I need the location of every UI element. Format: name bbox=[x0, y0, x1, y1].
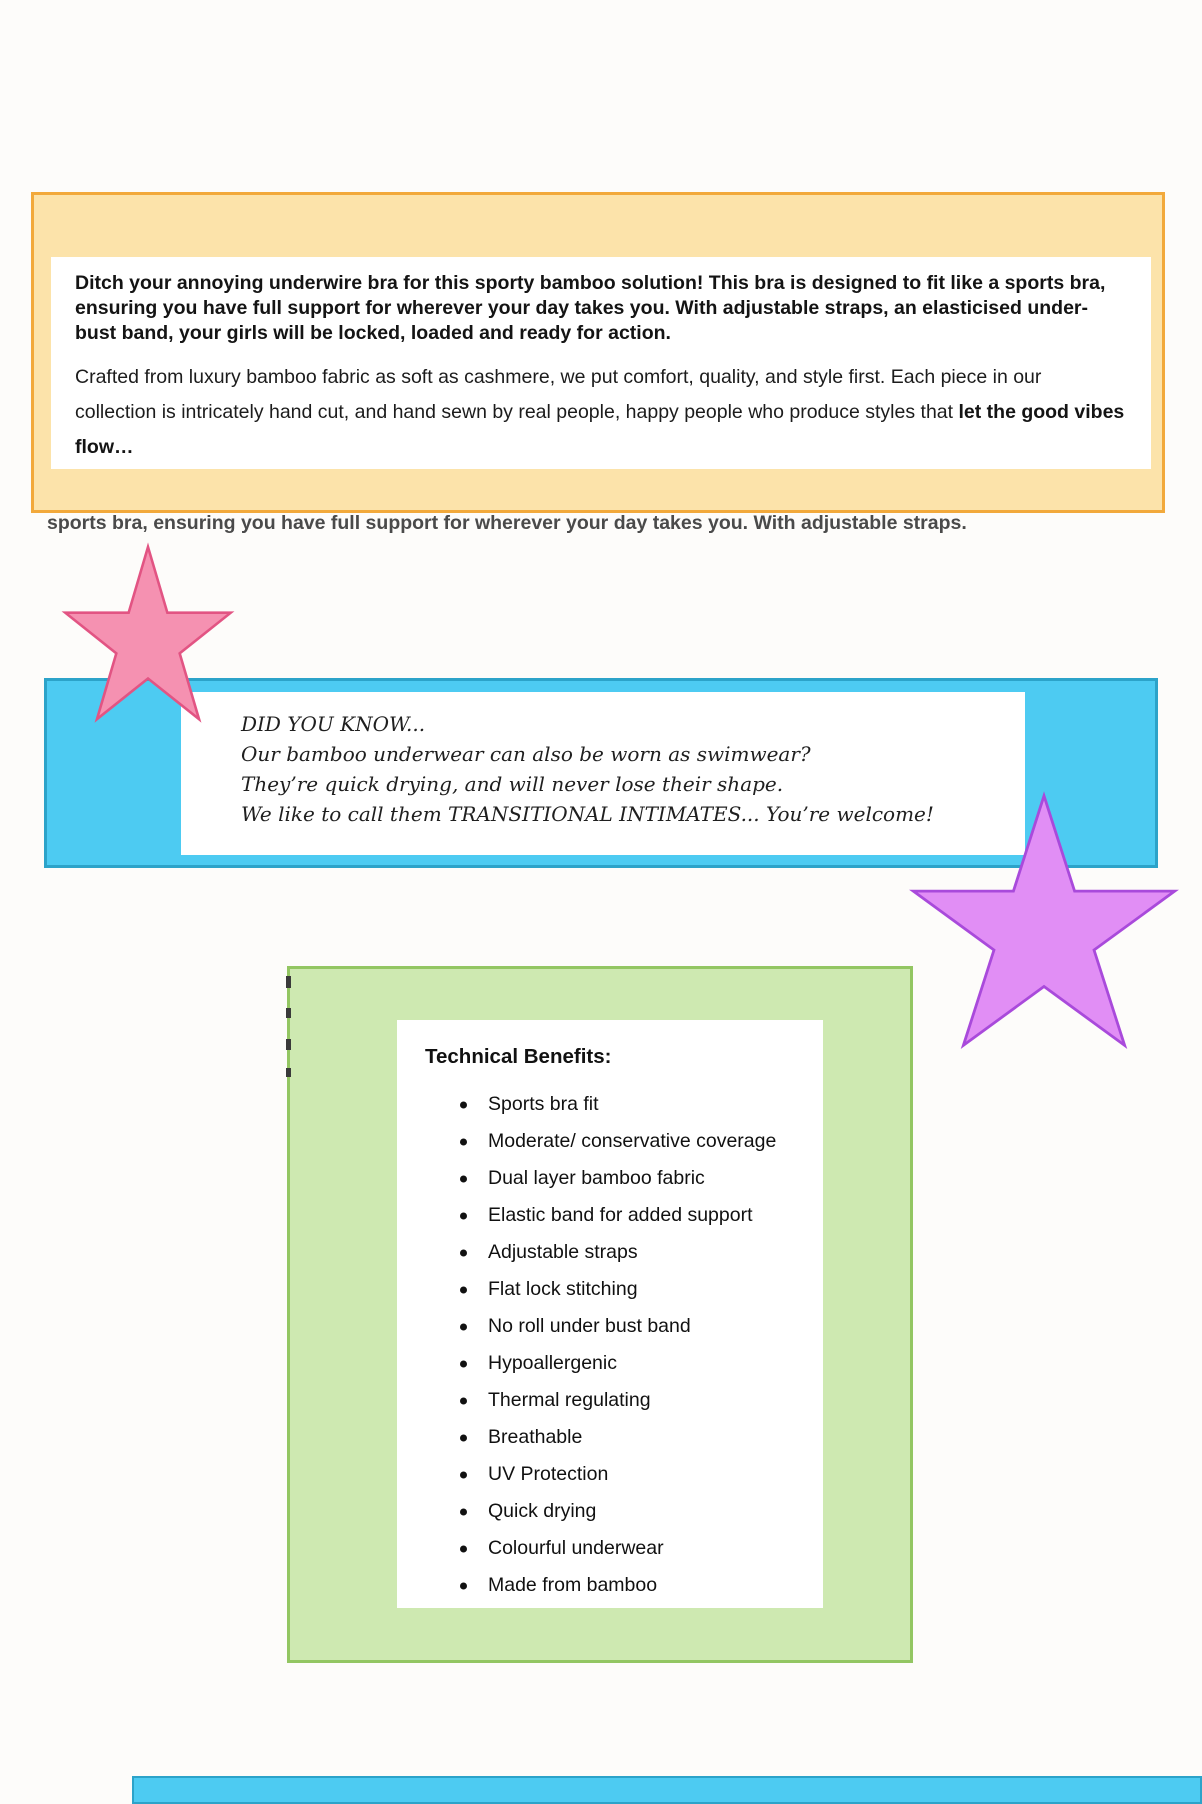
bottom-cyan-bar bbox=[132, 1776, 1202, 1804]
clipped-text-fragment bbox=[286, 1039, 291, 1050]
technical-benefits-panel bbox=[397, 1020, 823, 1608]
did-you-know-panel bbox=[181, 692, 1025, 855]
dyk-line-3: They’re quick drying, and will never lose their shape. bbox=[241, 772, 784, 796]
benefit-item: Moderate/ conservative coverage bbox=[460, 1123, 813, 1160]
dyk-line-2: Our bamboo underwear can also be worn as swimwear? bbox=[241, 742, 811, 766]
benefit-item: UV Protection bbox=[460, 1456, 813, 1493]
benefit-item: Thermal regulating bbox=[460, 1382, 813, 1419]
pink-star-shape bbox=[65, 547, 230, 719]
benefit-item: Breathable bbox=[460, 1419, 813, 1456]
dyk-line-1: DID YOU KNOW... bbox=[241, 712, 426, 736]
clipped-text-fragment bbox=[286, 1008, 291, 1018]
benefit-item: Quick drying bbox=[460, 1493, 813, 1530]
benefit-item: Hypoallergenic bbox=[460, 1345, 813, 1382]
clipped-text-content: sports bra, ensuring you have full support for wherever your day takes you. With adjustable straps. bbox=[47, 512, 967, 534]
benefit-item: Flat lock stitching bbox=[460, 1271, 813, 1308]
purple-star-shape bbox=[913, 796, 1174, 1046]
clipped-text-line bbox=[47, 512, 1149, 534]
intro-text-panel bbox=[51, 257, 1151, 469]
clipped-text-fragment bbox=[286, 976, 291, 988]
benefit-item: Adjustable straps bbox=[460, 1234, 813, 1271]
intro-highlight-box bbox=[31, 192, 1165, 513]
benefit-item: No roll under bust band bbox=[460, 1308, 813, 1345]
technical-benefits-box bbox=[287, 966, 913, 1663]
intro-body-regular: Crafted from luxury bamboo fabric as soft as cashmere, we put comfort, quality, and style first. Each piece in our collection is intricately hand cut, and hand sewn by real people, happy people who produce styles that bbox=[75, 366, 1042, 423]
intro-body-bold-tail: let the good vibes flow… bbox=[75, 401, 1125, 458]
technical-benefits-list bbox=[425, 1086, 813, 1604]
technical-benefits-heading: Technical Benefits: bbox=[425, 1045, 612, 1068]
benefit-item: Elastic band for added support bbox=[460, 1197, 813, 1234]
dyk-line-4: We like to call them TRANSITIONAL INTIMATES... You’re welcome! bbox=[241, 802, 934, 826]
pink-star-icon bbox=[60, 545, 236, 723]
benefit-item: Made from bamboo bbox=[460, 1567, 813, 1604]
purple-star-icon bbox=[905, 793, 1183, 1051]
benefit-item: Colourful underwear bbox=[460, 1530, 813, 1567]
clipped-text-fragment bbox=[286, 1068, 291, 1077]
intro-bold-paragraph: Ditch your annoying underwire bra for this sporty bamboo solution! This bra is designed to fit like a sports bra, ensuring you have full support for wherever your day takes you. With adjustable straps, an elasticised under-bust band, your girls will be locked, loaded and ready for action. bbox=[75, 272, 1106, 344]
benefit-item: Sports bra fit bbox=[460, 1086, 813, 1123]
benefit-item: Dual layer bamboo fabric bbox=[460, 1160, 813, 1197]
intro-body-paragraph bbox=[75, 360, 1127, 465]
